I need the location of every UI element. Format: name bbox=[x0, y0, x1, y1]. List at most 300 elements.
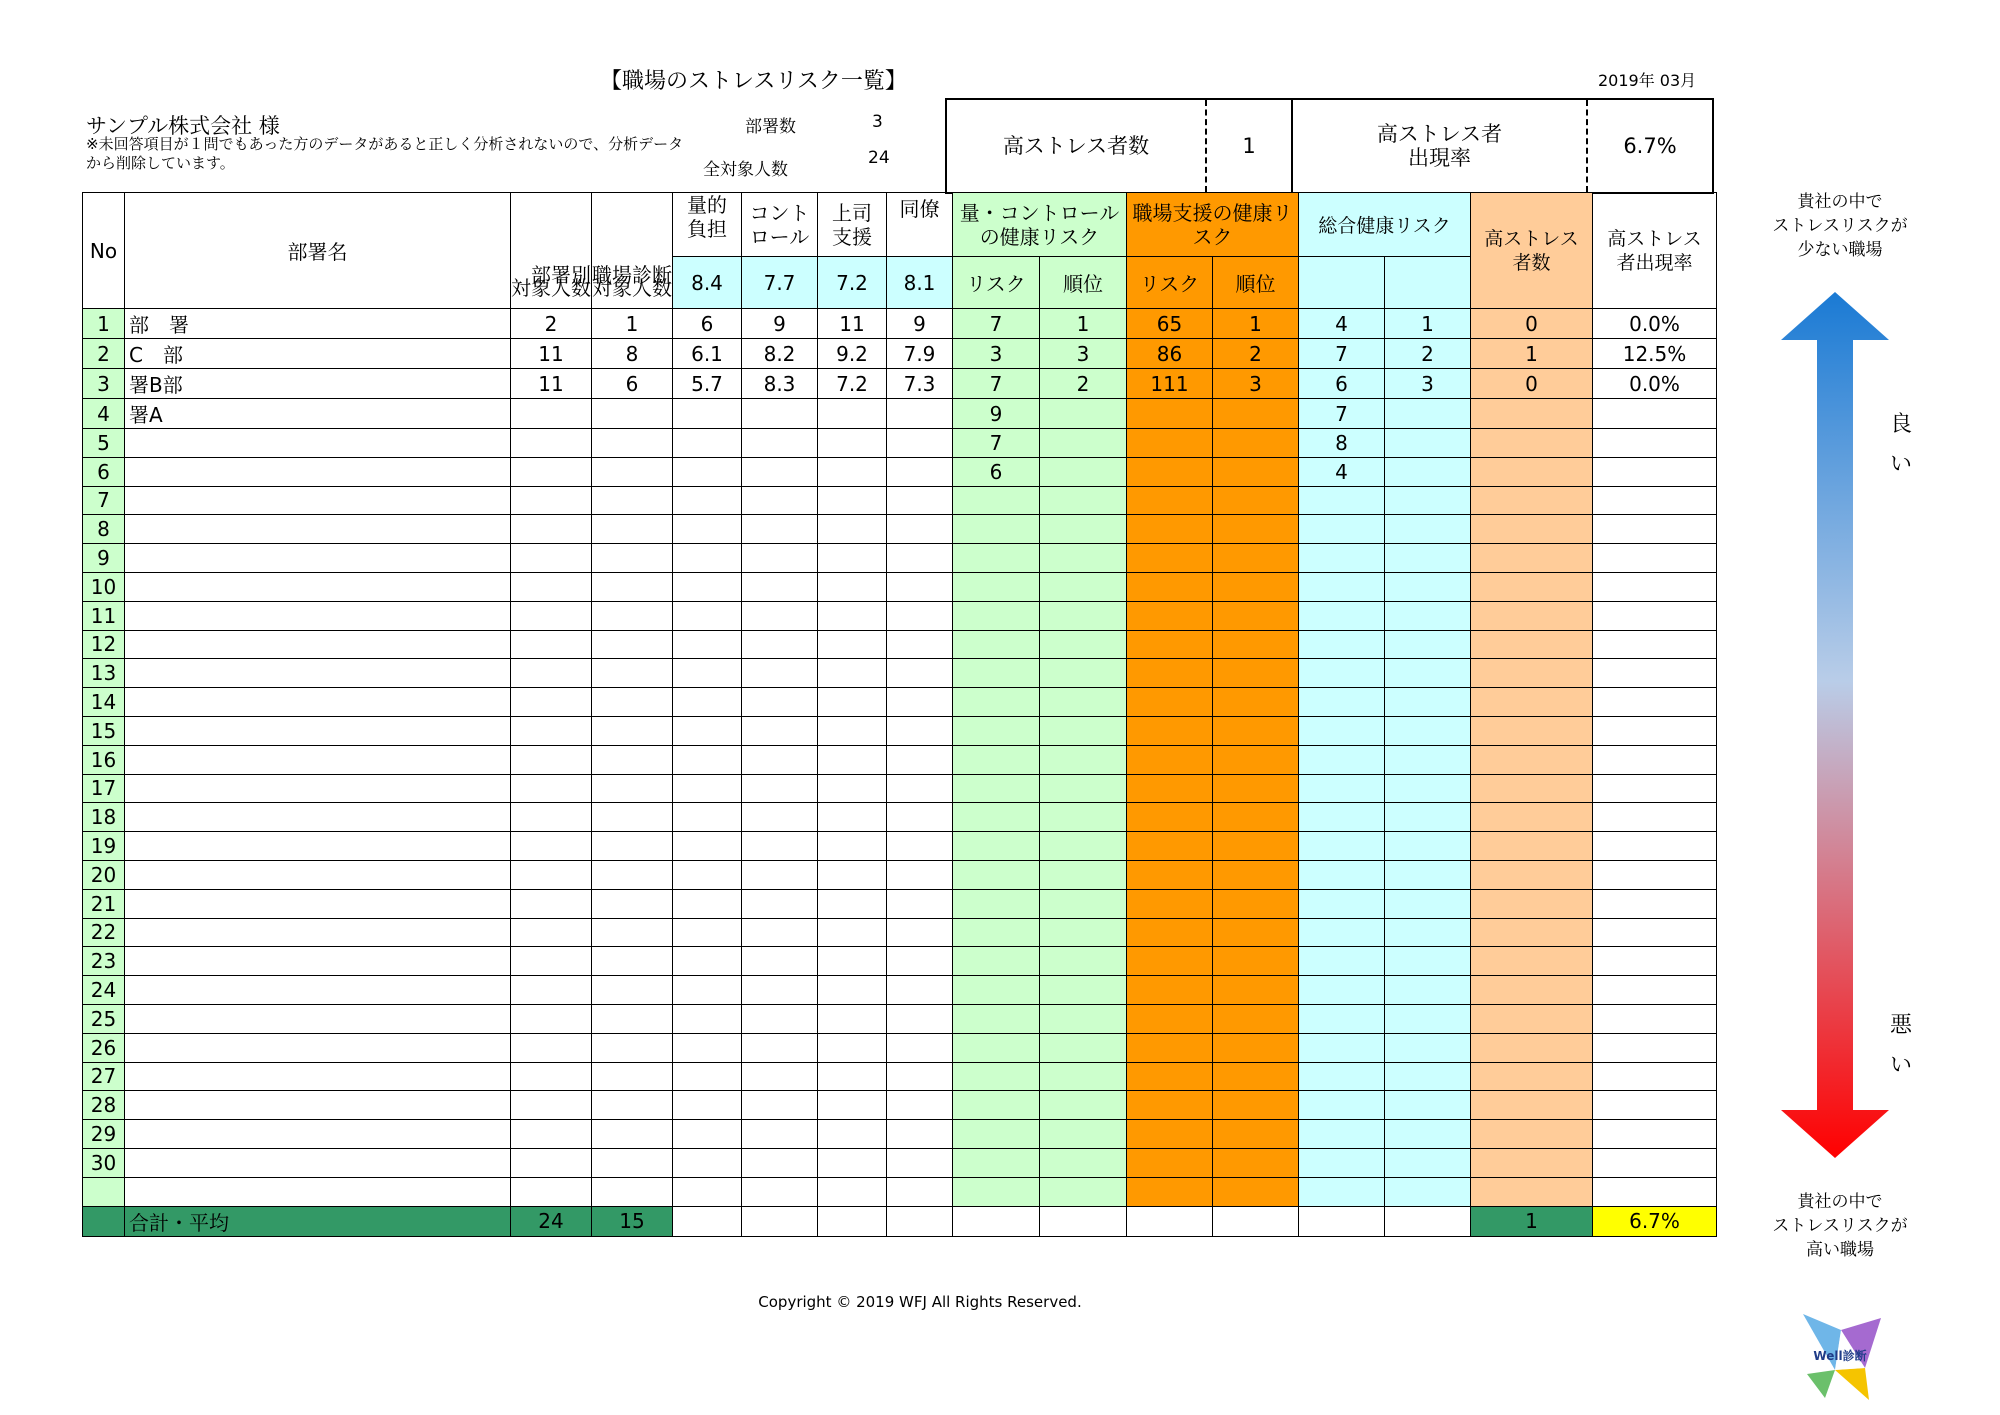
row-peer bbox=[887, 1120, 953, 1149]
row-load bbox=[673, 860, 742, 889]
row-risk-b-rank bbox=[1213, 659, 1299, 688]
row-risk-a-rank bbox=[1040, 832, 1127, 861]
row-risk-b bbox=[1127, 1091, 1213, 1120]
row-diag-people bbox=[592, 1033, 673, 1062]
table-row bbox=[83, 803, 1717, 832]
row-control bbox=[742, 832, 818, 861]
row-diag-people bbox=[592, 429, 673, 458]
row-hs-rate bbox=[1593, 1033, 1717, 1062]
row-risk-b: 86 bbox=[1127, 339, 1213, 369]
total-blank bbox=[887, 1206, 953, 1236]
row-dept-name bbox=[125, 659, 511, 688]
header-dept-name: 部署名 bbox=[125, 193, 511, 309]
row-diag-people bbox=[592, 1177, 673, 1206]
row-hs-count bbox=[1471, 688, 1593, 717]
row-control: 8.3 bbox=[742, 369, 818, 399]
row-hs-rate bbox=[1593, 486, 1717, 515]
row-load bbox=[673, 515, 742, 544]
row-risk-b bbox=[1127, 803, 1213, 832]
row-total-risk-rank bbox=[1385, 976, 1471, 1005]
row-total-risk-rank: 2 bbox=[1385, 339, 1471, 369]
row-risk-a bbox=[953, 860, 1040, 889]
company-name: サンプル株式会社 様 bbox=[86, 114, 280, 138]
row-total-risk-rank bbox=[1385, 1091, 1471, 1120]
row-dept-people bbox=[511, 688, 592, 717]
row-risk-a bbox=[953, 688, 1040, 717]
row-risk-a bbox=[953, 1177, 1040, 1206]
logo-text: Well診断 bbox=[1813, 1349, 1867, 1363]
row-risk-a-rank bbox=[1040, 918, 1127, 947]
row-dept-name bbox=[125, 832, 511, 861]
row-no: 10 bbox=[83, 572, 125, 601]
row-dept-people bbox=[511, 572, 592, 601]
row-load bbox=[673, 544, 742, 573]
table-row bbox=[83, 918, 1717, 947]
row-diag-people bbox=[592, 1148, 673, 1177]
table-row bbox=[83, 399, 1717, 429]
row-total-risk-rank bbox=[1385, 889, 1471, 918]
row-risk-b-rank bbox=[1213, 918, 1299, 947]
row-control bbox=[742, 976, 818, 1005]
good-label: 良 い bbox=[1890, 412, 1913, 477]
header-peer: 同僚 bbox=[887, 193, 953, 257]
row-risk-a: 7 bbox=[953, 429, 1040, 458]
row-hs-rate bbox=[1593, 1148, 1717, 1177]
row-risk-a bbox=[953, 1033, 1040, 1062]
row-peer bbox=[887, 515, 953, 544]
row-risk-b-rank bbox=[1213, 429, 1299, 458]
row-total-risk bbox=[1299, 1033, 1385, 1062]
row-no: 13 bbox=[83, 659, 125, 688]
gradient-arrow-icon bbox=[1775, 292, 1895, 1158]
row-hs-count bbox=[1471, 515, 1593, 544]
row-diag-people bbox=[592, 486, 673, 515]
total-blank bbox=[818, 1206, 887, 1236]
total-dept-people: 24 bbox=[511, 1206, 592, 1236]
row-load bbox=[673, 486, 742, 515]
row-total-risk-rank bbox=[1385, 947, 1471, 976]
side-bottom-label: 貴社の中で ストレスリスクが 高い職場 bbox=[1772, 1192, 1908, 1260]
row-control: 9 bbox=[742, 309, 818, 339]
row-hs-count bbox=[1471, 429, 1593, 458]
row-dept-name bbox=[125, 774, 511, 803]
table-row bbox=[83, 515, 1717, 544]
row-dept-name bbox=[125, 1033, 511, 1062]
row-no: 19 bbox=[83, 832, 125, 861]
row-no: 25 bbox=[83, 1004, 125, 1033]
row-hs-rate bbox=[1593, 630, 1717, 659]
row-peer bbox=[887, 1004, 953, 1033]
header-no: No bbox=[83, 193, 125, 309]
row-hs-rate bbox=[1593, 803, 1717, 832]
row-risk-b-rank bbox=[1213, 457, 1299, 486]
row-risk-b bbox=[1127, 688, 1213, 717]
row-boss: 11 bbox=[818, 309, 887, 339]
row-dept-name bbox=[125, 1148, 511, 1177]
row-dept-name bbox=[125, 515, 511, 544]
table-row bbox=[83, 745, 1717, 774]
row-hs-count bbox=[1471, 601, 1593, 630]
row-control bbox=[742, 1091, 818, 1120]
row-total-risk bbox=[1299, 572, 1385, 601]
row-risk-b: 65 bbox=[1127, 309, 1213, 339]
header-control: コント ロール bbox=[742, 193, 818, 257]
row-control bbox=[742, 745, 818, 774]
row-total-risk bbox=[1299, 716, 1385, 745]
row-risk-b-rank bbox=[1213, 774, 1299, 803]
row-risk-b-rank bbox=[1213, 486, 1299, 515]
row-total-risk-rank bbox=[1385, 515, 1471, 544]
row-boss bbox=[818, 976, 887, 1005]
row-total-risk-rank bbox=[1385, 572, 1471, 601]
table-row bbox=[83, 309, 1717, 339]
row-hs-count bbox=[1471, 544, 1593, 573]
row-hs-rate: 12.5% bbox=[1593, 339, 1717, 369]
row-peer bbox=[887, 860, 953, 889]
row-hs-rate bbox=[1593, 572, 1717, 601]
table-row bbox=[83, 889, 1717, 918]
row-hs-rate bbox=[1593, 774, 1717, 803]
row-dept-people bbox=[511, 803, 592, 832]
row-load bbox=[673, 572, 742, 601]
row-load bbox=[673, 399, 742, 429]
header-diag-people: 職場診断 対象人数 bbox=[592, 257, 673, 309]
row-total-risk bbox=[1299, 630, 1385, 659]
total-risk-blank-2 bbox=[1385, 257, 1471, 309]
row-hs-rate bbox=[1593, 1177, 1717, 1206]
row-risk-a bbox=[953, 515, 1040, 544]
row-diag-people bbox=[592, 803, 673, 832]
row-risk-a-rank bbox=[1040, 1062, 1127, 1091]
row-risk-a-rank bbox=[1040, 1033, 1127, 1062]
row-risk-b bbox=[1127, 976, 1213, 1005]
row-total-risk-rank bbox=[1385, 1120, 1471, 1149]
row-peer bbox=[887, 659, 953, 688]
row-diag-people: 1 bbox=[592, 309, 673, 339]
row-peer: 7.9 bbox=[887, 339, 953, 369]
row-risk-b bbox=[1127, 486, 1213, 515]
report-date: 2019年 03月 bbox=[1598, 71, 1697, 90]
row-no: 23 bbox=[83, 947, 125, 976]
table-row bbox=[83, 659, 1717, 688]
row-dept-people bbox=[511, 1091, 592, 1120]
row-boss bbox=[818, 1148, 887, 1177]
high-stress-label: 高ストレス者数 bbox=[947, 100, 1207, 192]
row-risk-a: 9 bbox=[953, 399, 1040, 429]
row-peer bbox=[887, 429, 953, 458]
total-blank bbox=[1040, 1206, 1127, 1236]
row-total-risk bbox=[1299, 659, 1385, 688]
row-dept-name bbox=[125, 918, 511, 947]
row-hs-count bbox=[1471, 1148, 1593, 1177]
row-hs-rate bbox=[1593, 544, 1717, 573]
row-dept-name bbox=[125, 486, 511, 515]
row-load bbox=[673, 774, 742, 803]
summary-box bbox=[945, 98, 1714, 194]
row-hs-rate bbox=[1593, 1062, 1717, 1091]
row-control bbox=[742, 688, 818, 717]
table-row bbox=[83, 544, 1717, 573]
row-load bbox=[673, 803, 742, 832]
row-load bbox=[673, 947, 742, 976]
table-row bbox=[83, 369, 1717, 399]
header-load: 量的 負担 bbox=[673, 193, 742, 257]
row-no: 15 bbox=[83, 716, 125, 745]
row-control bbox=[742, 630, 818, 659]
row-total-risk: 7 bbox=[1299, 399, 1385, 429]
row-total-risk bbox=[1299, 889, 1385, 918]
bad-label: 悪 い bbox=[1890, 1013, 1913, 1078]
total-label: 合計・平均 bbox=[125, 1206, 511, 1236]
row-no bbox=[83, 1177, 125, 1206]
row-total-risk-rank bbox=[1385, 745, 1471, 774]
header-risk-a: 量・コントロールの健康リスク bbox=[953, 193, 1127, 257]
row-boss bbox=[818, 688, 887, 717]
row-hs-count bbox=[1471, 976, 1593, 1005]
row-hs-count bbox=[1471, 745, 1593, 774]
row-total-risk bbox=[1299, 1091, 1385, 1120]
row-hs-count bbox=[1471, 572, 1593, 601]
row-risk-a bbox=[953, 774, 1040, 803]
row-total-risk-rank bbox=[1385, 429, 1471, 458]
row-total-risk bbox=[1299, 544, 1385, 573]
note-text: ※未回答項目が１問でもあった方のデータがあると正しく分析されないので、分析データから削除しています。 bbox=[86, 135, 684, 172]
row-peer bbox=[887, 832, 953, 861]
row-dept-name bbox=[125, 572, 511, 601]
row-dept-people bbox=[511, 947, 592, 976]
row-control bbox=[742, 1148, 818, 1177]
row-boss bbox=[818, 774, 887, 803]
row-total-risk-rank bbox=[1385, 1004, 1471, 1033]
row-control bbox=[742, 1062, 818, 1091]
row-dept-people bbox=[511, 544, 592, 573]
row-risk-b-rank bbox=[1213, 832, 1299, 861]
row-risk-b-rank: 1 bbox=[1213, 309, 1299, 339]
row-hs-rate bbox=[1593, 1120, 1717, 1149]
row-hs-rate bbox=[1593, 716, 1717, 745]
row-load bbox=[673, 1091, 742, 1120]
row-total-risk bbox=[1299, 745, 1385, 774]
row-total-risk-rank bbox=[1385, 716, 1471, 745]
row-diag-people bbox=[592, 630, 673, 659]
row-control bbox=[742, 457, 818, 486]
row-hs-count bbox=[1471, 889, 1593, 918]
table-row bbox=[83, 688, 1717, 717]
row-hs-rate bbox=[1593, 429, 1717, 458]
row-dept-name bbox=[125, 860, 511, 889]
row-peer bbox=[887, 572, 953, 601]
row-boss bbox=[818, 486, 887, 515]
avg-peer: 8.1 bbox=[887, 257, 953, 309]
row-risk-a-rank bbox=[1040, 1120, 1127, 1149]
row-total-risk bbox=[1299, 860, 1385, 889]
row-peer bbox=[887, 745, 953, 774]
row-risk-a-rank bbox=[1040, 659, 1127, 688]
row-risk-b bbox=[1127, 572, 1213, 601]
row-risk-b-rank bbox=[1213, 860, 1299, 889]
row-risk-b-rank bbox=[1213, 688, 1299, 717]
row-risk-b-rank bbox=[1213, 572, 1299, 601]
row-dept-people: 11 bbox=[511, 339, 592, 369]
row-no: 5 bbox=[83, 429, 125, 458]
row-dept-people bbox=[511, 832, 592, 861]
header-dept-people: 部署別 対象人数 bbox=[511, 257, 592, 309]
row-total-risk-rank: 3 bbox=[1385, 369, 1471, 399]
row-peer bbox=[887, 457, 953, 486]
row-dept-people bbox=[511, 1004, 592, 1033]
row-total-risk-rank bbox=[1385, 688, 1471, 717]
table-row bbox=[83, 860, 1717, 889]
header-total-risk: 総合健康リスク bbox=[1299, 193, 1471, 257]
row-hs-rate bbox=[1593, 745, 1717, 774]
row-risk-a bbox=[953, 918, 1040, 947]
row-hs-rate bbox=[1593, 918, 1717, 947]
row-no: 12 bbox=[83, 630, 125, 659]
row-load: 6 bbox=[673, 309, 742, 339]
row-hs-rate bbox=[1593, 1091, 1717, 1120]
row-hs-rate bbox=[1593, 688, 1717, 717]
avg-control: 7.7 bbox=[742, 257, 818, 309]
row-control bbox=[742, 803, 818, 832]
row-peer: 9 bbox=[887, 309, 953, 339]
row-risk-a bbox=[953, 976, 1040, 1005]
row-boss bbox=[818, 457, 887, 486]
row-total-risk bbox=[1299, 1062, 1385, 1091]
row-risk-a-rank bbox=[1040, 1004, 1127, 1033]
row-dept-name: 署B部 bbox=[125, 369, 511, 399]
row-dept-name bbox=[125, 947, 511, 976]
row-hs-rate bbox=[1593, 860, 1717, 889]
header-hs-rate: 高ストレス 者出現率 bbox=[1593, 193, 1717, 309]
table-row bbox=[83, 716, 1717, 745]
row-hs-rate bbox=[1593, 976, 1717, 1005]
row-risk-a-rank bbox=[1040, 515, 1127, 544]
row-load bbox=[673, 745, 742, 774]
row-hs-rate bbox=[1593, 515, 1717, 544]
row-dept-name bbox=[125, 457, 511, 486]
row-risk-a-rank: 3 bbox=[1040, 339, 1127, 369]
row-peer bbox=[887, 947, 953, 976]
row-risk-b bbox=[1127, 716, 1213, 745]
row-risk-b-rank bbox=[1213, 1177, 1299, 1206]
total-hs-rate: 6.7% bbox=[1593, 1206, 1717, 1236]
total-people-value: 24 bbox=[868, 148, 890, 168]
row-risk-b bbox=[1127, 947, 1213, 976]
row-risk-a-rank bbox=[1040, 976, 1127, 1005]
row-no: 30 bbox=[83, 1148, 125, 1177]
row-risk-b-rank bbox=[1213, 976, 1299, 1005]
row-load bbox=[673, 832, 742, 861]
row-risk-b bbox=[1127, 832, 1213, 861]
row-dept-people bbox=[511, 918, 592, 947]
row-risk-b bbox=[1127, 1148, 1213, 1177]
row-hs-count bbox=[1471, 1004, 1593, 1033]
row-control bbox=[742, 515, 818, 544]
row-boss bbox=[818, 659, 887, 688]
row-hs-count bbox=[1471, 630, 1593, 659]
row-dept-people bbox=[511, 399, 592, 429]
row-no: 29 bbox=[83, 1120, 125, 1149]
high-stress-value: 1 bbox=[1207, 100, 1293, 192]
row-dept-name: C 部 bbox=[125, 339, 511, 369]
row-total-risk-rank bbox=[1385, 630, 1471, 659]
total-blank bbox=[742, 1206, 818, 1236]
row-risk-a bbox=[953, 1004, 1040, 1033]
row-load bbox=[673, 1004, 742, 1033]
row-no: 27 bbox=[83, 1062, 125, 1091]
row-risk-b bbox=[1127, 544, 1213, 573]
row-control bbox=[742, 889, 818, 918]
row-control bbox=[742, 716, 818, 745]
header-boss: 上司 支援 bbox=[818, 193, 887, 257]
row-load: 6.1 bbox=[673, 339, 742, 369]
row-hs-count: 0 bbox=[1471, 309, 1593, 339]
row-hs-count bbox=[1471, 860, 1593, 889]
row-risk-a-rank bbox=[1040, 572, 1127, 601]
row-dept-people bbox=[511, 889, 592, 918]
row-peer bbox=[887, 1148, 953, 1177]
row-risk-b-rank bbox=[1213, 889, 1299, 918]
row-boss bbox=[818, 572, 887, 601]
row-risk-a-rank bbox=[1040, 774, 1127, 803]
row-diag-people bbox=[592, 544, 673, 573]
row-total-risk-rank bbox=[1385, 1177, 1471, 1206]
row-risk-a bbox=[953, 544, 1040, 573]
row-hs-rate bbox=[1593, 601, 1717, 630]
row-boss bbox=[818, 1004, 887, 1033]
row-dept-name bbox=[125, 630, 511, 659]
row-boss bbox=[818, 745, 887, 774]
table-row bbox=[83, 1120, 1717, 1149]
row-dept-name: 署A bbox=[125, 399, 511, 429]
risk-a-rank-label: 順位 bbox=[1040, 257, 1127, 309]
row-total-risk-rank: 1 bbox=[1385, 309, 1471, 339]
row-boss bbox=[818, 832, 887, 861]
table-row bbox=[83, 774, 1717, 803]
row-peer bbox=[887, 1177, 953, 1206]
row-hs-count bbox=[1471, 1033, 1593, 1062]
row-diag-people bbox=[592, 1120, 673, 1149]
page-title: 【職場のストレスリスク一覧】 bbox=[600, 69, 907, 94]
row-peer bbox=[887, 803, 953, 832]
row-boss bbox=[818, 429, 887, 458]
row-risk-a: 6 bbox=[953, 457, 1040, 486]
row-risk-b bbox=[1127, 1177, 1213, 1206]
row-control bbox=[742, 659, 818, 688]
row-risk-a-rank bbox=[1040, 1148, 1127, 1177]
row-total-risk-rank bbox=[1385, 601, 1471, 630]
header-hs-count: 高ストレス 者数 bbox=[1471, 193, 1593, 309]
row-total-risk: 4 bbox=[1299, 309, 1385, 339]
row-load bbox=[673, 688, 742, 717]
header-blank-2 bbox=[592, 193, 673, 257]
row-total-risk-rank bbox=[1385, 832, 1471, 861]
table-row bbox=[83, 572, 1717, 601]
row-diag-people bbox=[592, 947, 673, 976]
row-load bbox=[673, 889, 742, 918]
row-dept-people bbox=[511, 745, 592, 774]
row-diag-people bbox=[592, 976, 673, 1005]
row-hs-rate bbox=[1593, 832, 1717, 861]
row-risk-a bbox=[953, 630, 1040, 659]
row-load bbox=[673, 976, 742, 1005]
dept-count-label: 部署数 bbox=[745, 117, 796, 137]
row-hs-count bbox=[1471, 716, 1593, 745]
row-peer: 7.3 bbox=[887, 369, 953, 399]
row-risk-b-rank bbox=[1213, 515, 1299, 544]
row-no: 4 bbox=[83, 399, 125, 429]
row-risk-b bbox=[1127, 1120, 1213, 1149]
